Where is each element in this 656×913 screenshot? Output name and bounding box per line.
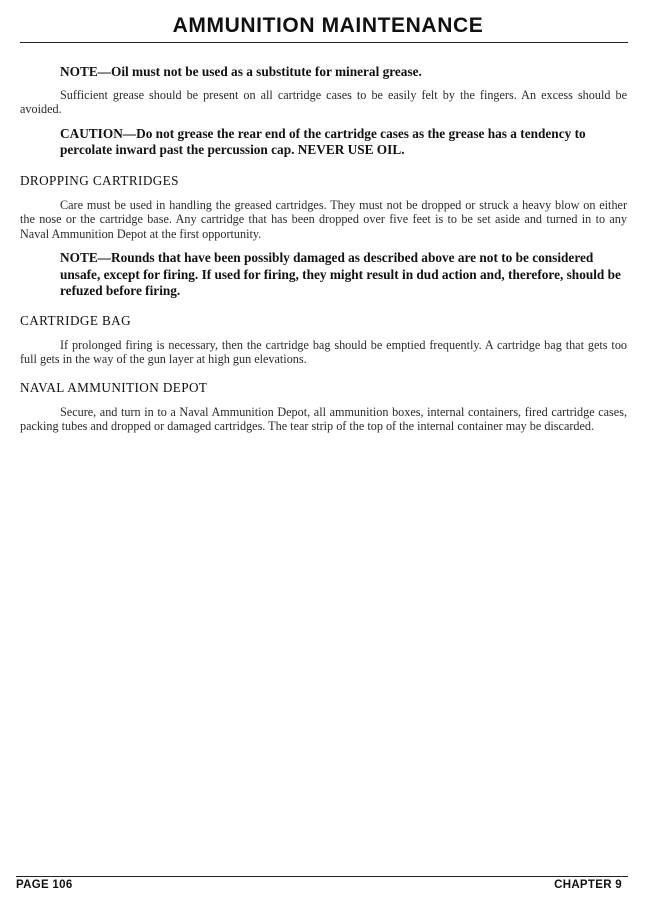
header-rule <box>20 42 628 43</box>
paragraph-grease: Sufficient grease should be present on all cartridge cases to be easily felt by the fingers. An excess should be avoided. <box>20 87 627 116</box>
note-damaged-rounds: NOTE—Rounds that have been possibly damaged as described above are not to be considered unsafe, except for firing. If used for firing, they might result in dud action and, therefore, should be refuzed before firing. <box>60 250 621 298</box>
chapter-label: CHAPTER 9 <box>554 879 622 891</box>
page-number: PAGE 106 <box>16 879 73 891</box>
section-heading-dropping: DROPPING CARTRIDGES <box>20 172 179 188</box>
paragraph-depot: Secure, and turn in to a Naval Ammunition Depot, all ammunition boxes, internal containers, fired cartridge cases, packing tubes and dropped or damaged cartridges. The tear strip of the top of the internal container may be discarded. <box>20 404 627 433</box>
page-title: AMMUNITION MAINTENANCE <box>172 14 484 37</box>
section-heading-bag: CARTRIDGE BAG <box>20 312 132 328</box>
caution-note: CAUTION—Do not grease the rear end of the cartridge cases as the grease has a tendency to percolate inward past the percussion cap. NEVER USE OIL. <box>60 125 586 157</box>
page-content <box>20 64 627 434</box>
footer-rule <box>16 876 628 877</box>
paragraph-bag: If prolonged firing is necessary, then the cartridge bag should be emptied frequently. A cartridge bag that gets too full gets in the way of the gun layer at high gun elevations. <box>20 337 627 366</box>
section-heading-depot: NAVAL AMMUNITION DEPOT <box>20 379 208 395</box>
note-oil: NOTE—Oil must not be used as a substitute for mineral grease. <box>60 64 422 79</box>
paragraph-dropping: Care must be used in handling the greased cartridges. They must not be dropped or struck a heavy blow on either the nose or the cartridge base. Any cartridge that has been dropped over five feet is to be set aside and turned in to any Naval Ammunition Depot at the first opportunity. <box>20 197 627 241</box>
